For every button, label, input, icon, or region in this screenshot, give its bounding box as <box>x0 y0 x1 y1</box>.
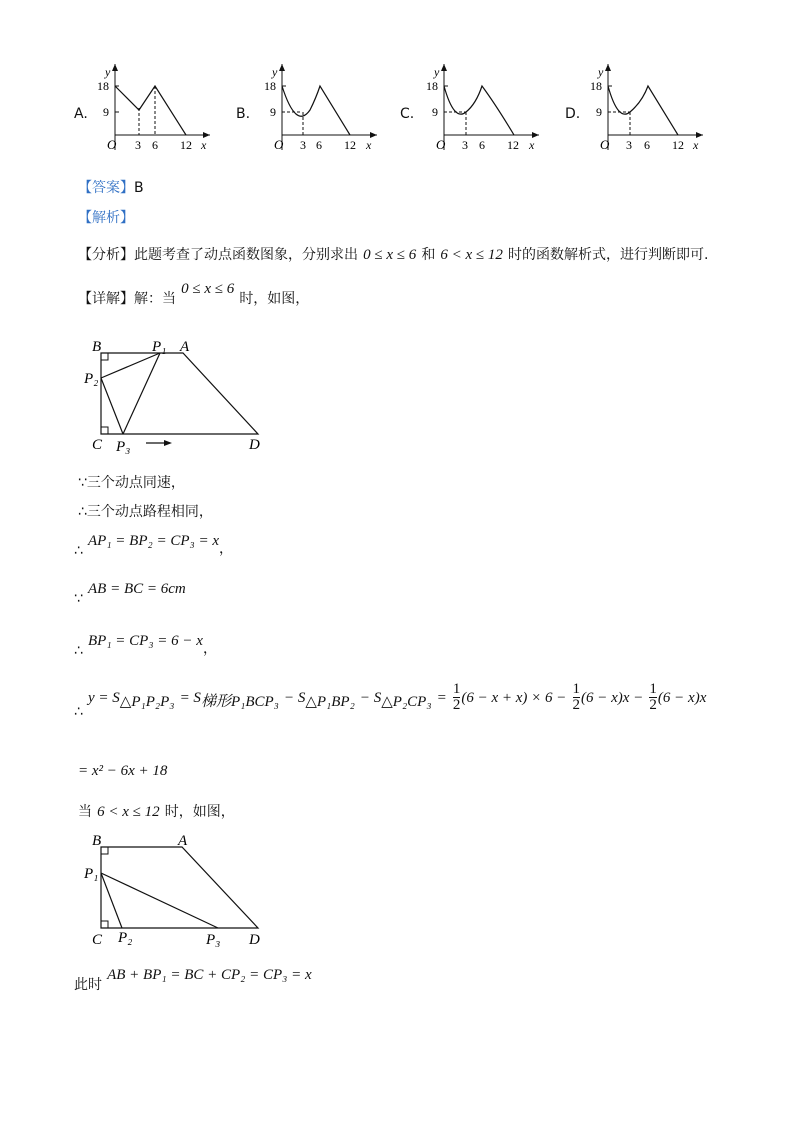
x-tick-3: 3 <box>462 138 468 152</box>
label-A: A <box>178 833 188 849</box>
x-tick-12: 12 <box>180 138 192 152</box>
answer-value: B <box>134 180 144 196</box>
xiangjie-tag: 【详解】 <box>78 291 134 307</box>
step-5-comma: ， <box>202 641 217 657</box>
option-label: B. <box>236 106 251 122</box>
origin-label: O <box>600 137 610 152</box>
y-tick-18: 18 <box>590 79 602 93</box>
origin-label: O <box>436 137 446 152</box>
option-b-graph <box>262 60 382 155</box>
step-6: ∴ $y = S_{\triangle P_1P_2P_3} = S_{梯形P_1BCP_3} - S_{\triangle P_1BP_2} - S_{\triangle P_2CP_3}$ = $\frac{1}{2}$ (6 − x + x) × 6 − $\frac{1}{2}$ (6 − x)x − $\frac{1}{2}$ (6 − x)x <box>74 681 707 720</box>
x-tick-3: 3 <box>626 138 632 152</box>
fraction-half: $\frac{1}{2}$ <box>572 681 581 713</box>
step-7: = x² − 6x + 18 <box>78 763 168 779</box>
x-tick-6: 6 <box>644 138 650 152</box>
fenxi-text2: 时的函数解析式，进行判断即可. <box>508 247 709 263</box>
option-c-graph <box>424 60 544 155</box>
x-tick-6: 6 <box>316 138 322 152</box>
y-tick-18: 18 <box>264 79 276 93</box>
area-minus-1: − S <box>283 690 306 706</box>
y-axis-label: y <box>105 65 111 79</box>
because-symbol: ∵ <box>74 591 83 607</box>
label-P3: P₃ <box>116 439 131 455</box>
step-5-formula: BP₁ = CP₃ = 6 − x <box>88 633 203 649</box>
y-tick-9: 9 <box>270 105 276 119</box>
xiangjie-text1: 解：当 <box>134 291 176 307</box>
option-a-graph <box>95 60 215 155</box>
y-axis-label: y <box>598 65 604 79</box>
rhs-term-1: (6 − x + x) × 6 − <box>461 690 567 706</box>
step-8-cond: 6 < x ≤ 12 <box>97 804 160 820</box>
step-3-formula: AP₁ = BP₂ = CP₃ = x <box>88 533 220 549</box>
label-C: C <box>92 437 103 453</box>
area-sub-2: 梯形P₁BCP₃ <box>200 694 279 711</box>
therefore-symbol: ∴ <box>74 543 83 559</box>
xiangjie-text2: 时，如图， <box>239 291 310 307</box>
xiangjie-line <box>78 281 310 308</box>
y-axis-label: y <box>272 65 278 79</box>
step-8-text: 时，如图， <box>164 804 235 820</box>
figure-2-trapezoid <box>80 830 280 952</box>
x-tick-12: 12 <box>344 138 356 152</box>
y-tick-18: 18 <box>426 79 438 93</box>
step-4-formula: AB = BC = 6cm <box>88 581 186 597</box>
area-minus-2: − S <box>359 690 382 706</box>
step-4 <box>74 578 186 607</box>
y-tick-9: 9 <box>432 105 438 119</box>
option-label: A. <box>74 106 88 122</box>
x-tick-3: 3 <box>300 138 306 152</box>
y-tick-18: 18 <box>97 79 109 93</box>
therefore-symbol: ∴ <box>74 643 83 659</box>
step-2: ∴三个动点路程相同， <box>78 504 213 520</box>
x-axis-label: x <box>693 138 699 152</box>
step-8-when: 当 <box>78 804 92 820</box>
x-axis-label: x <box>366 138 372 152</box>
answer-tag: 【答案】 <box>78 180 134 196</box>
step-3 <box>74 530 234 559</box>
fenxi-text1: 此题考查了动点函数图象，分别求出 <box>134 247 358 263</box>
x-axis-label: x <box>201 138 207 152</box>
fraction-half: $\frac{1}{2}$ <box>452 681 461 713</box>
y-axis-label: y <box>434 65 440 79</box>
therefore-symbol: ∴ <box>74 704 83 720</box>
x-tick-3: 3 <box>135 138 141 152</box>
label-P3: P₃ <box>206 932 221 948</box>
label-P2: P₂ <box>118 930 133 946</box>
step-1: ∵三个动点同速， <box>78 475 185 491</box>
area-sub-4: △P₂CP₃ <box>381 694 432 711</box>
step-9-formula: AB + BP₁ = BC + CP₂ = CP₃ = x <box>107 967 312 983</box>
rhs-term-2: (6 − x)x − <box>581 690 644 706</box>
fenxi-tag: 【分析】 <box>78 247 134 263</box>
step-9 <box>74 964 312 993</box>
step-3-comma: ， <box>219 541 234 557</box>
area-eq: = S <box>179 690 201 706</box>
x-tick-6: 6 <box>152 138 158 152</box>
area-sub-1: △P₁P₂P₃ <box>119 694 175 711</box>
xiangjie-cond: 0 ≤ x ≤ 6 <box>181 281 235 297</box>
label-P2: P₂ <box>84 371 99 387</box>
fenxi-line <box>78 244 708 264</box>
fenxi-cond2: 6 < x ≤ 12 <box>440 247 503 263</box>
area-sub-3: △P₁BP₂ <box>305 694 355 711</box>
origin-label: O <box>274 137 284 152</box>
label-C: C <box>92 932 103 948</box>
label-P1: P₁ <box>84 866 99 882</box>
label-B: B <box>92 339 102 355</box>
figure-1-trapezoid <box>80 335 280 455</box>
option-label: C. <box>400 106 415 122</box>
option-label: D. <box>565 106 581 122</box>
label-B: B <box>92 833 102 849</box>
fenxi-mid: 和 <box>421 247 436 263</box>
x-axis-label: x <box>529 138 535 152</box>
area-y: y = S <box>88 690 120 706</box>
label-D: D <box>249 932 260 948</box>
step-9-prefix: 此时 <box>74 977 102 993</box>
x-tick-12: 12 <box>672 138 684 152</box>
origin-label: O <box>107 137 117 152</box>
step-8 <box>78 801 235 821</box>
fraction-half: $\frac{1}{2}$ <box>649 681 657 713</box>
x-tick-12: 12 <box>507 138 519 152</box>
x-tick-6: 6 <box>479 138 485 152</box>
label-A: A <box>180 339 190 355</box>
step-5 <box>74 630 217 659</box>
label-D: D <box>249 437 260 453</box>
answer-line <box>78 177 144 197</box>
fenxi-cond1: 0 ≤ x ≤ 6 <box>363 247 417 263</box>
analysis-tag: 【解析】 <box>78 210 134 226</box>
y-tick-9: 9 <box>103 105 109 119</box>
option-d-graph <box>588 60 708 155</box>
y-tick-9: 9 <box>596 105 602 119</box>
rhs-term-3: (6 − x)x <box>657 690 707 706</box>
label-P1: P₁ <box>152 339 167 355</box>
